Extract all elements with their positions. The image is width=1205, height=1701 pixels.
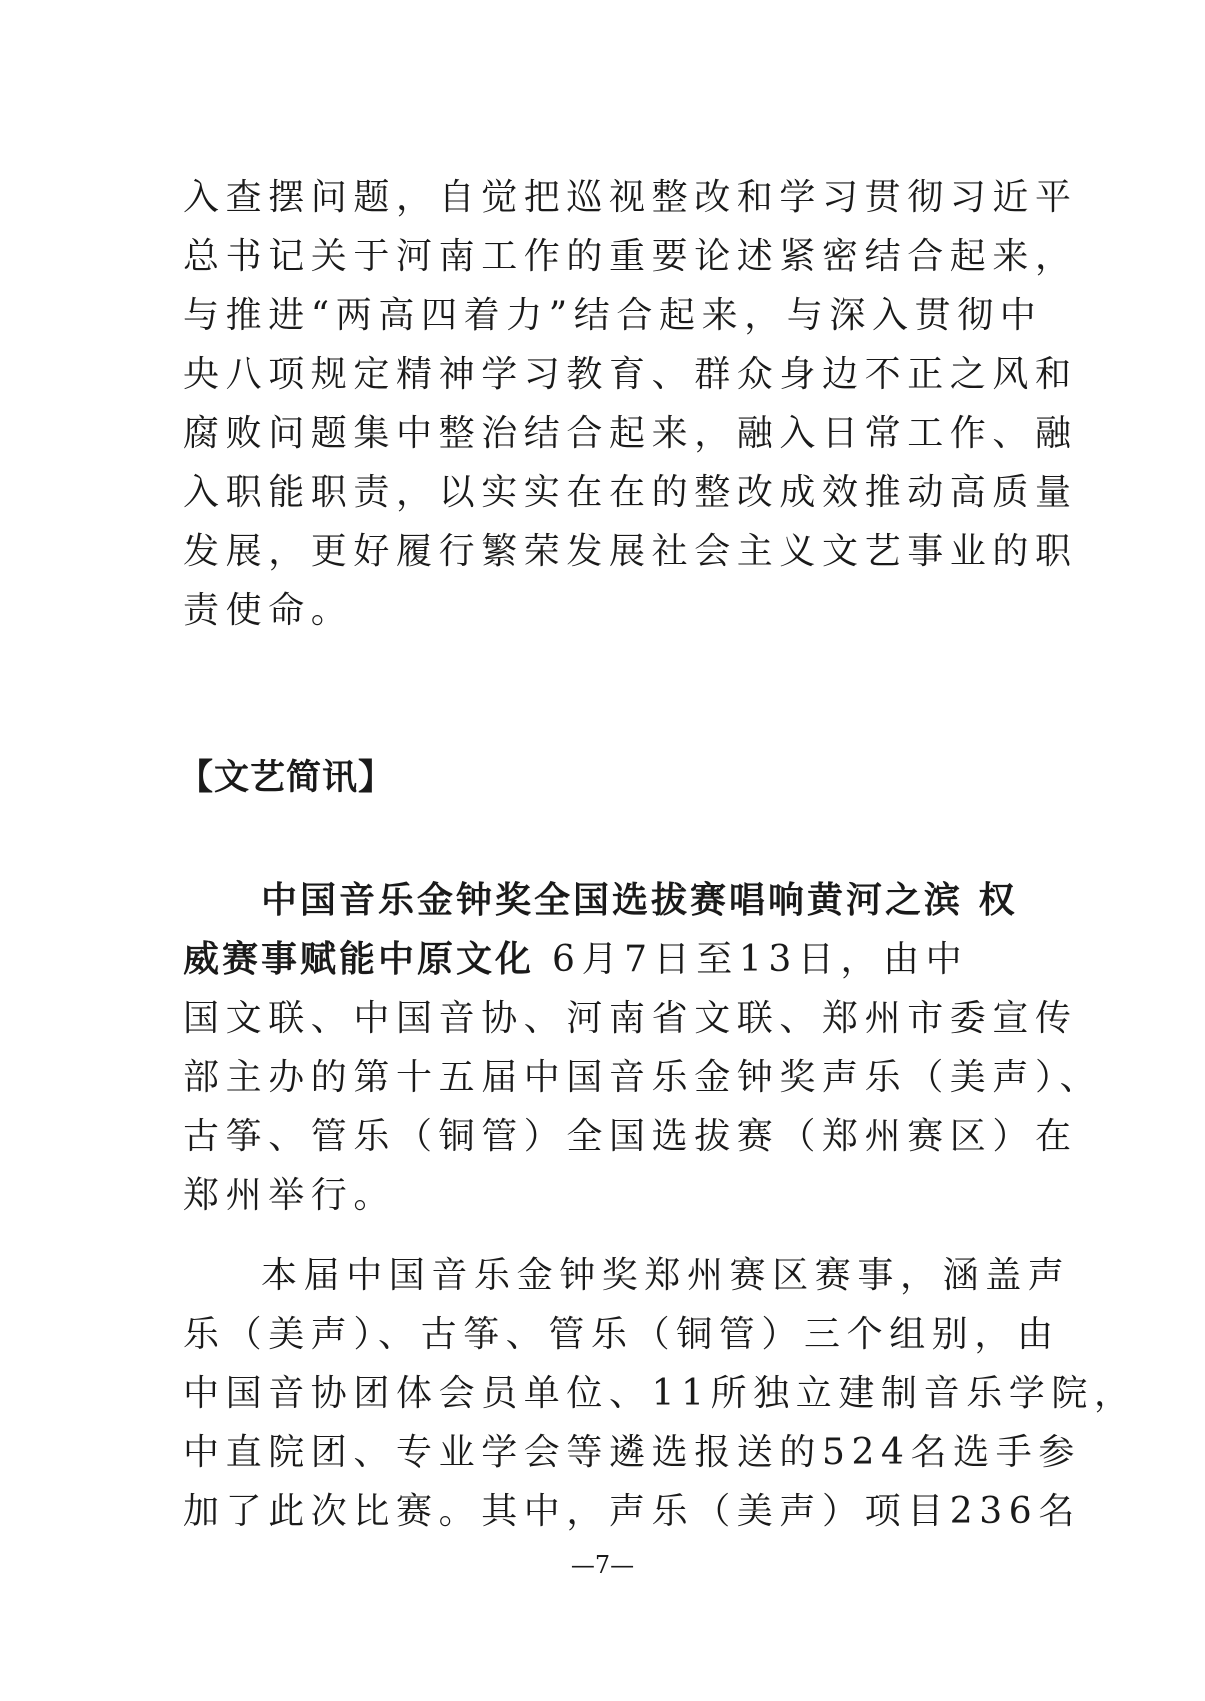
paragraph-line: 腐败问题集中整治结合起来，融入日常工作、融 (183, 413, 1078, 454)
news-body-line: 郑州举行。 (183, 1175, 397, 1216)
paragraph-line: 入职能职责，以实实在在的整改成效推动高质量 (183, 472, 1078, 513)
continued-paragraph (183, 168, 1078, 640)
news-body-line: 国文联、中国音协、河南省文联、郑州市委宣传 (183, 998, 1078, 1039)
news-headline-line2: 威赛事赋能中原文化 (183, 939, 535, 980)
news-item (183, 871, 1103, 1225)
paragraph-line: 本届中国音乐金钟奖郑州赛区赛事，涵盖声 (261, 1255, 1071, 1296)
paragraph-line: 中直院团、专业学会等遴选报送的524名选手参 (183, 1432, 1081, 1473)
news-headline-continued (183, 930, 1028, 989)
paragraph-line: 央八项规定精神学习教育、群众身边不正之风和 (183, 354, 1078, 395)
paragraph-line: 乐（美声）、古筝、管乐（铜管）三个组别，由 (183, 1314, 1060, 1355)
section-heading: 【文艺简讯】 (178, 758, 395, 798)
paragraph-line: 总书记关于河南工作的重要论述紧密结合起来， (183, 236, 1078, 277)
news-body-line: 古筝、管乐（铜管）全国选拔赛（郑州赛区）在 (183, 1116, 1078, 1157)
news-body-line: 部主办的第十五届中国音乐金钟奖声乐（美声）、 (183, 1057, 1103, 1098)
paragraph-line: 入查摆问题，自觉把巡视整改和学习贯彻习近平 (183, 177, 1078, 218)
paragraph-line: 加了此次比赛。其中，声乐（美声）项目236名 (183, 1491, 1081, 1532)
news-body-start: 6月7日至13日，由中 (534, 939, 969, 980)
paragraph-line: 中国音协团体会员单位、11所独立建制音乐学院， (183, 1373, 1137, 1414)
paragraph-line: 与推进“两高四着力”结合起来，与深入贯彻中 (183, 295, 1043, 336)
news-paragraph-2 (183, 1246, 1137, 1541)
news-headline: 中国音乐金钟奖全国选拔赛唱响黄河之滨 权 (261, 880, 1018, 921)
page-number: —7— (570, 1551, 635, 1579)
paragraph-line: 责使命。 (183, 590, 354, 631)
paragraph-line: 发展，更好履行繁荣发展社会主义文艺事业的职 (183, 531, 1078, 572)
